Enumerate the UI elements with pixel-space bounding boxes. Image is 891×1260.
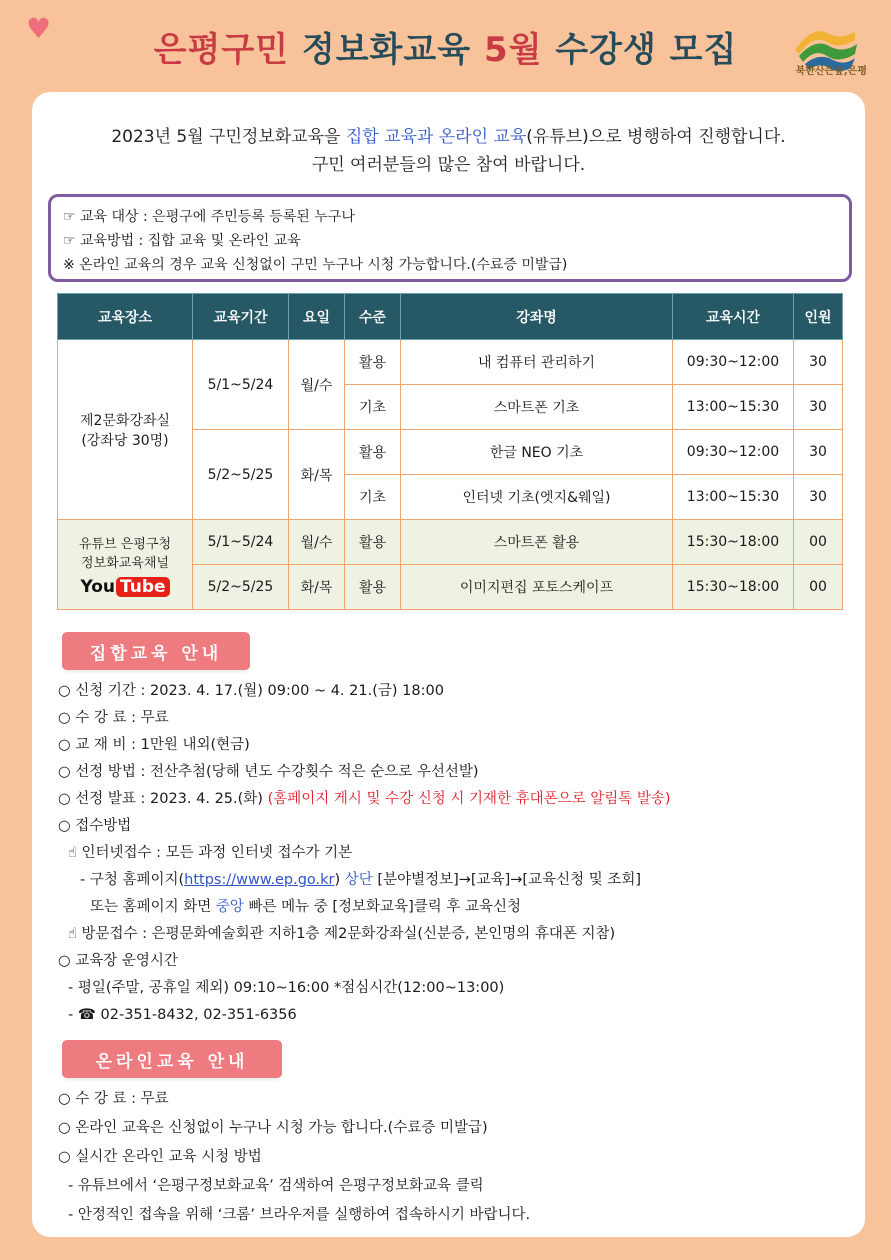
heart-icon: ♥ (26, 12, 52, 45)
offline-section-heading: 집합교육 안내 (62, 632, 250, 670)
apply-period-line: ○ 신청 기간 : 2023. 4. 17.(월) 09:00 ~ 4. 21.(금) 18:00 (58, 683, 444, 699)
youtube-search-line: - 유튜브에서 ‘은평구정보화교육’ 검색하여 은평구정보화교육 클릭 (68, 1178, 484, 1194)
time-cell: 13:00~15:30 (673, 475, 794, 520)
online-section-heading: 온라인교육 안내 (62, 1040, 282, 1078)
homepage-alt-line: 또는 홈페이지 화면 중앙 빠른 메뉴 중 [정보화교육]클릭 후 교육신청 (90, 899, 521, 915)
level-cell: 기초 (345, 475, 401, 520)
time-cell: 09:30~12:00 (673, 340, 794, 385)
weekday-line: - 평일(주말, 공휴일 제외) 09:10~16:00 *점심시간(12:00~13:00) (68, 980, 505, 996)
course-cell: 이미지편집 포토스케이프 (401, 565, 673, 610)
method-line: ○ 접수방법 (58, 818, 132, 834)
online-place-cell: 유튜브 은평구청 정보화교육채널 You Tube (58, 520, 193, 610)
selection-line: ○ 선정 방법 : 전산추첨(당해 년도 수강횟수 적은 순으로 우선선발) (58, 764, 479, 780)
eligibility-box (48, 194, 852, 282)
period-cell: 5/1~5/24 (193, 520, 289, 565)
table-row (58, 340, 843, 385)
homepage-line: - 구청 홈페이지(https://www.ep.go.kr) 상단 [분야별정보]→[교육]→[교육신청 및 조회] (80, 872, 641, 888)
period-cell: 5/2~5/25 (193, 430, 289, 520)
count-cell: 00 (794, 520, 843, 565)
logo-caption: 북한산큰숲,은평 (795, 66, 867, 77)
online-note-line: ※ 온라인 교육의 경우 교육 신청없이 구민 누구나 시청 가능합니다.(수료증 미발급) (63, 257, 568, 273)
column-header: 교육시간 (673, 294, 794, 340)
column-header: 강좌명 (401, 294, 673, 340)
period-cell: 5/2~5/25 (193, 565, 289, 610)
column-header: 인원 (794, 294, 843, 340)
place-cell: 제2문화강좌실 (강좌당 30명) (58, 340, 193, 520)
level-cell: 기초 (345, 385, 401, 430)
column-header: 교육장소 (58, 294, 193, 340)
count-cell: 30 (794, 430, 843, 475)
level-cell: 활용 (345, 340, 401, 385)
online-info-list (58, 1086, 530, 1231)
course-cell: 스마트폰 기초 (401, 385, 673, 430)
day-cell: 월/수 (289, 520, 345, 565)
count-cell: 00 (794, 565, 843, 610)
course-cell: 한글 NEO 기초 (401, 430, 673, 475)
time-cell: 15:30~18:00 (673, 520, 794, 565)
method-line: ☞ 교육방법 : 집합 교육 및 온라인 교육 (63, 233, 301, 249)
time-cell: 13:00~15:30 (673, 385, 794, 430)
time-cell: 15:30~18:00 (673, 565, 794, 610)
day-cell: 화/목 (289, 565, 345, 610)
table-row (58, 520, 843, 565)
online-fee-line: ○ 수 강 료 : 무료 (58, 1091, 169, 1107)
intro-text: 2023년 5월 구민정보화교육을 집합 교육과 온라인 교육(유튜브)으로 병행하여 진행합니다. 구민 여러분들의 많은 참여 바랍니다. (111, 127, 786, 175)
homepage-link[interactable]: https://www.ep.go.kr (184, 872, 335, 888)
level-cell: 활용 (345, 430, 401, 475)
course-cell: 스마트폰 활용 (401, 520, 673, 565)
phone-line: - ☎ 02-351-8432, 02-351-6356 (68, 1007, 297, 1023)
offline-info-list (58, 678, 671, 1029)
level-cell: 활용 (345, 565, 401, 610)
material-line: ○ 교 재 비 : 1만원 내외(현금) (58, 737, 250, 753)
schedule-table (57, 293, 843, 610)
column-header: 교육기간 (193, 294, 289, 340)
day-cell: 월/수 (289, 340, 345, 430)
period-cell: 5/1~5/24 (193, 340, 289, 430)
time-cell: 09:30~12:00 (673, 430, 794, 475)
count-cell: 30 (794, 475, 843, 520)
online-how-line: ○ 실시간 온라인 교육 시청 방법 (58, 1149, 262, 1165)
level-cell: 활용 (345, 520, 401, 565)
day-cell: 화/목 (289, 430, 345, 520)
column-header: 요일 (289, 294, 345, 340)
hours-line: ○ 교육장 운영시간 (58, 953, 178, 969)
fee-line: ○ 수 강 료 : 무료 (58, 710, 169, 726)
column-header: 수준 (345, 294, 401, 340)
count-cell: 30 (794, 385, 843, 430)
count-cell: 30 (794, 340, 843, 385)
course-cell: 인터넷 기초(엣지&웨일) (401, 475, 673, 520)
youtube-logo: You Tube (80, 577, 169, 597)
visit-apply-line: ☝ 방문접수 : 은평문화예술회관 지하1층 제2문화강좌실(신분증, 본인명의 휴대폰 지참) (68, 926, 616, 942)
online-no-apply-line: ○ 온라인 교육은 신청없이 누구나 시청 가능 합니다.(수료증 미발급) (58, 1120, 488, 1136)
chrome-line: - 안정적인 접속을 위해 ‘크롬’ 브라우저를 실행하여 접속하시기 바랍니다. (68, 1207, 531, 1223)
announce-line: ○ 선정 발표 : 2023. 4. 25.(화) (홈페이지 게시 및 수강 신청 시 기재한 휴대폰으로 알림톡 발송) (58, 791, 671, 807)
course-cell: 내 컴퓨터 관리하기 (401, 340, 673, 385)
online-apply-line: ☝ 인터넷접수 : 모든 과정 인터넷 접수가 기본 (68, 845, 353, 861)
table-header-row (58, 294, 843, 340)
page-title: 은평구민 정보화교육 5월 수강생 모집 (153, 30, 738, 70)
target-line: ☞ 교육 대상 : 은평구에 주민등록 등록된 누구나 (63, 209, 355, 225)
